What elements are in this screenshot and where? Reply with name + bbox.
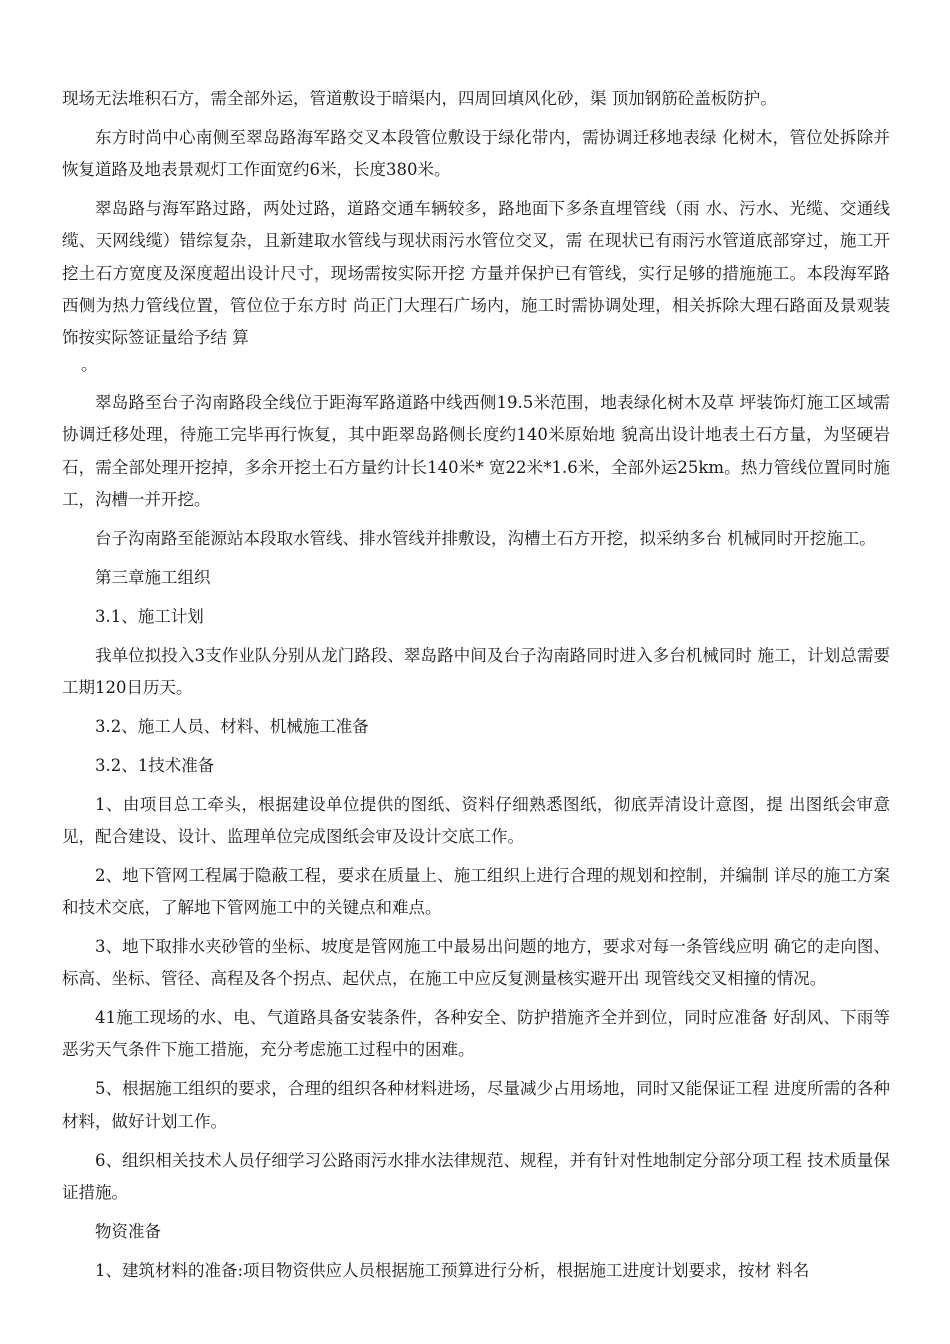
paragraph-1: 现场无法堆积石方，需全部外运，管道敷设于暗渠内，四周回填风化砂，渠 顶加钢筋砼盖板防护。 (62, 89, 777, 108)
document-page (62, 83, 890, 1293)
paragraph-5: 台子沟南路至能源站本段取水管线、排水管线并排敷设，沟槽土石方开挖，拟采纳多台 机械同时开挖施工。 (95, 528, 876, 548)
paragraph-3-period: 。 (80, 355, 98, 375)
paragraph-plan: 我单位拟投入3支作业队分别从龙门路段、翠岛路中间及台子沟南路同时进入多台机械同时 施工，计划总需要工期120日历天。 (62, 645, 890, 697)
list-item-4: 41施工现场的水、电、气道路具备安装条件，各种安全、防护措施齐全并到位，同时应准备 好刮风、下雨等恶劣天气条件下施工措施，充分考虑施工过程中的困难。 (62, 1008, 890, 1060)
list-item-2: 2、地下管网工程属于隐蔽工程，要求在质量上、施工组织上进行合理的规划和控制，并编制 详尽的施工方案和技术交底，了解地下管网施工中的关键点和难点。 (62, 865, 890, 918)
list-item-3: 3、地下取排水夹砂管的坐标、坡度是管网施工中最易出问题的地方，要求对每一条管线应明 确它的走向图、标高、坐标、管径、高程及各个拐点、起伏点，在施工中应反复测量核实避开出 现管线交叉相撞的情况。 (62, 936, 890, 989)
list-item-6: 6、组织相关技术人员仔细学习公路雨污水排水法律规范、规程，并有针对性地制定分部分项工程 技术质量保证措施。 (62, 1150, 890, 1202)
paragraph-4: 翠岛路至台子沟南路段全线位于距海军路道路中线西侧19.5米范围，地表绿化树木及草 坪装饰灯施工区域需协调迁移处理，待施工完毕再行恢复，其中距翠岛路侧长度约140米原始地 貌高出设计地表土石方量，为坚硬岩石，需全部处理开挖掉，多余开挖土石方量约计长140米* 宽22米*1.6米，全部外运25km。热力管线位置同时施工，沟槽一并开挖。 (62, 393, 890, 510)
chapter-heading: 第三章施工组织 (95, 567, 211, 587)
subsection-heading-tech: 3.2、1技术准备 (95, 755, 215, 775)
section-heading-3-1: 3.1、施工计划 (95, 606, 204, 626)
paragraph-2: 东方时尚中心南侧至翠岛路海军路交叉本段管位敷设于绿化带内，需协调迁移地表绿 化树木，管位处拆除并恢复道路及地表景观灯工作面宽约6米，长度380米。 (62, 127, 890, 180)
subsection-heading-materials: 物资准备 (95, 1221, 161, 1241)
list-item-materials-1: 1、建筑材料的准备:项目物资供应人员根据施工预算进行分析，根据施工进度计划要求，按材 料名 (95, 1260, 810, 1280)
list-item-5: 5、根据施工组织的要求，合理的组织各种材料进场，尽量减少占用场地，同时又能保证工程 进度所需的各种材料，做好计划工作。 (62, 1079, 890, 1131)
section-heading-3-2: 3.2、施工人员、材料、机械施工准备 (95, 716, 369, 736)
paragraph-3: 翠岛路与海军路过路，两处过路，道路交通车辆较多，路地面下多条直埋管线（雨 水、污水、光缆、交通线缆、天网线缆）错综复杂，且新建取水管线与现状雨污水管位交叉，需 在现状已有雨污水管道底部穿过，施工开挖土石方宽度及深度超出设计尺寸，现场需按实际开挖 方量并保护已有管线，实行足够的措施施工。本段海军路西侧为热力管线位置，管位位于东方时 尚正门大理石广场内，施工时需协调处理，相关拆除大理石路面及景观装饰按实际签证量给予结 算 (62, 199, 890, 348)
list-item-1: 1、由项目总工牵头，根据建设单位提供的图纸、资料仔细熟悉图纸，彻底弄清设计意图，提 出图纸会审意见，配合建设、设计、监理单位完成图纸会审及设计交底工作。 (62, 794, 890, 846)
